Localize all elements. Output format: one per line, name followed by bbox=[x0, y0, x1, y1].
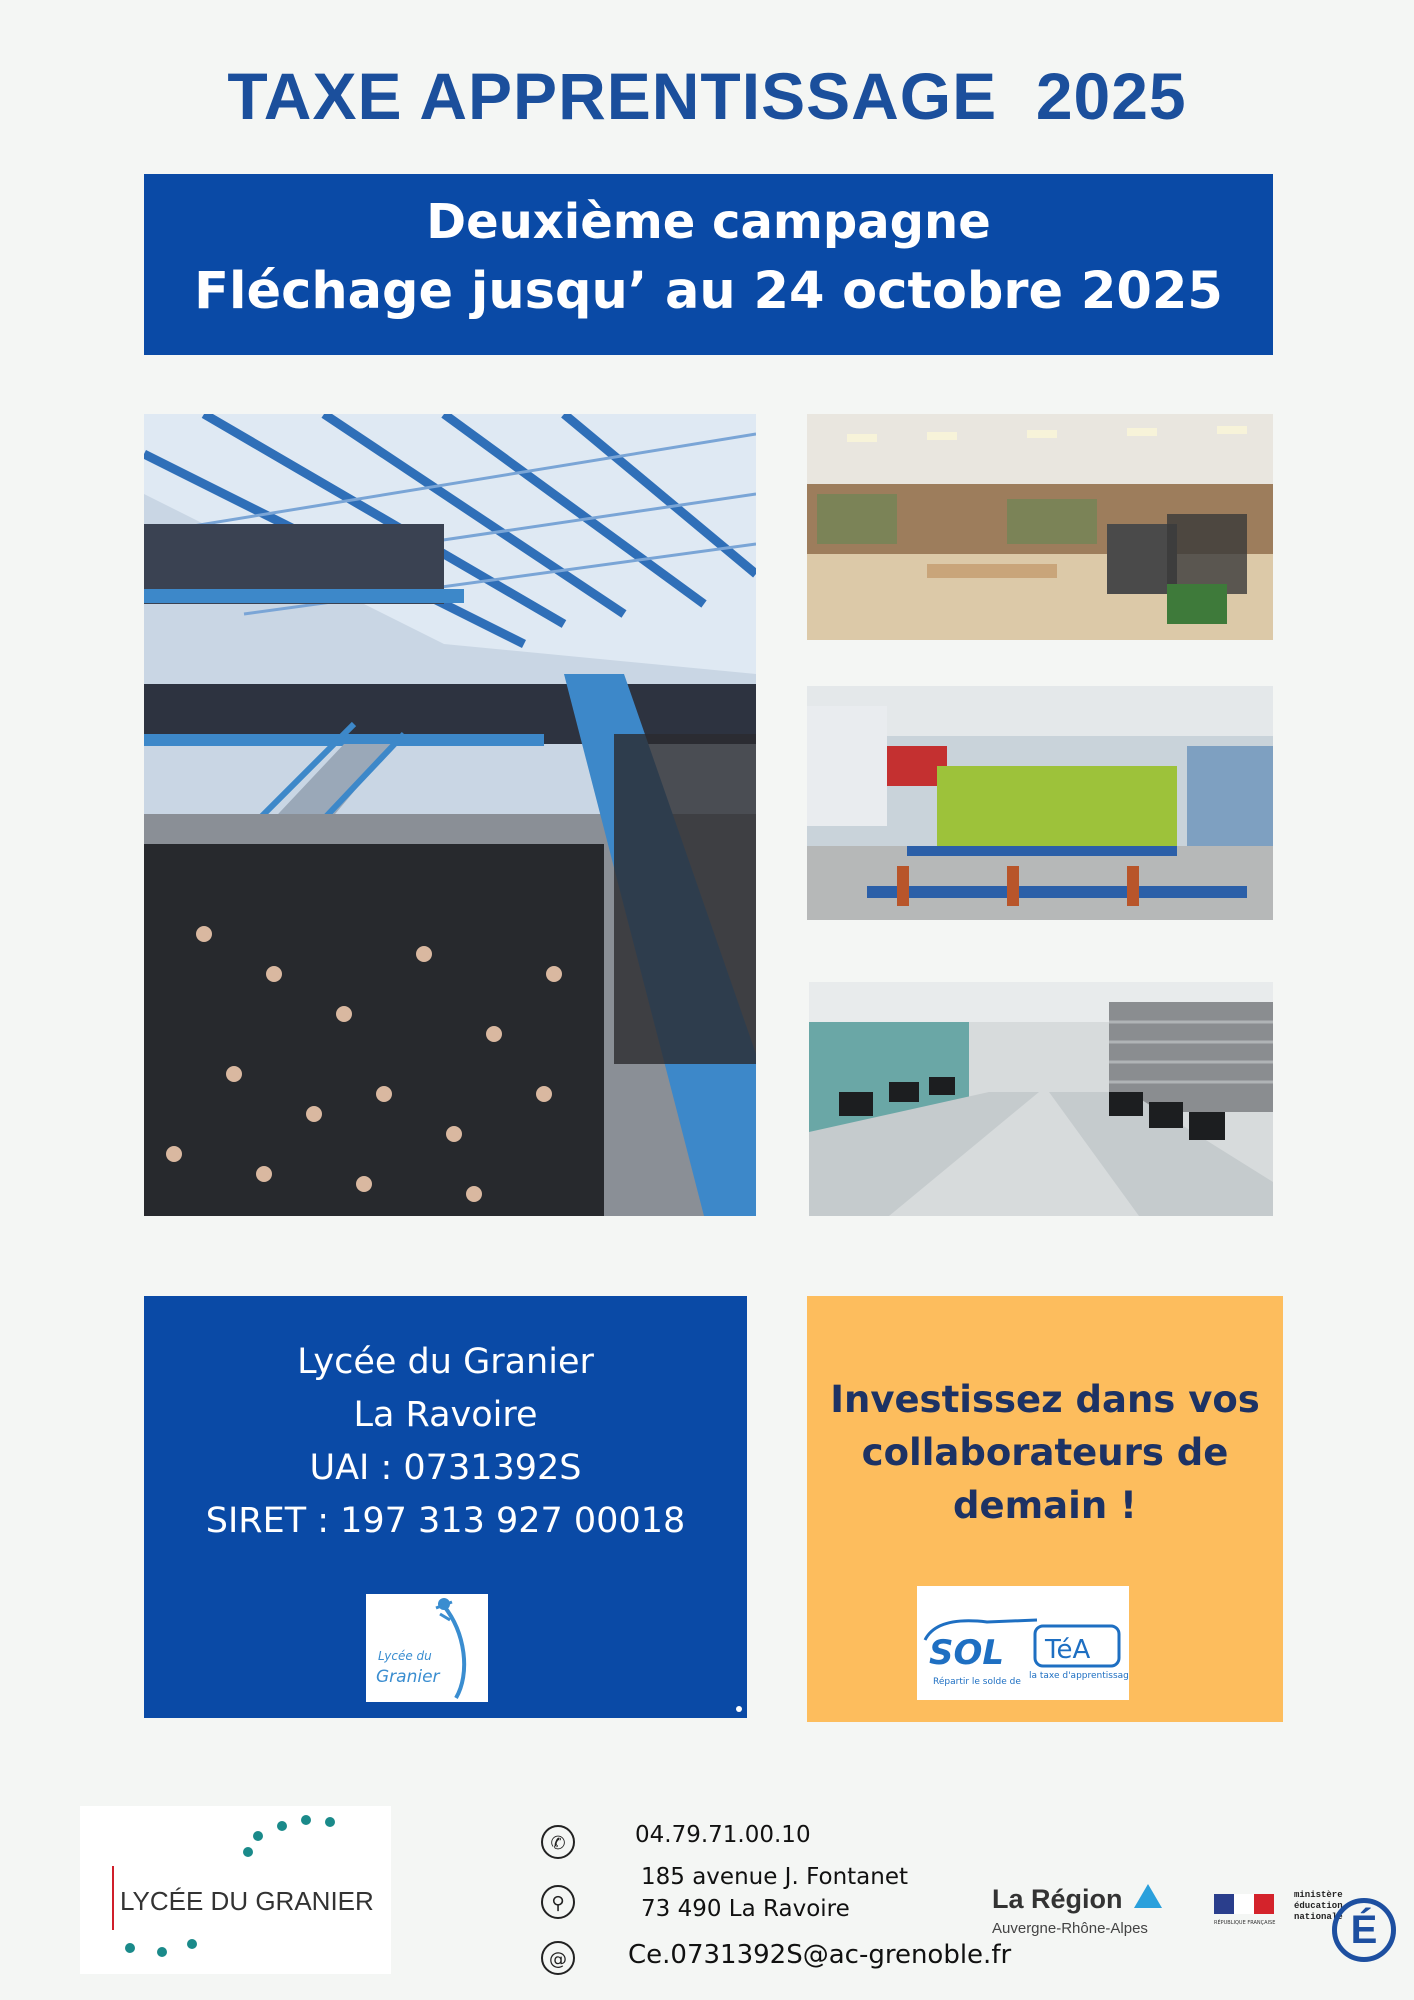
soltea-tea: TéA bbox=[1045, 1635, 1091, 1665]
location-pin-icon: ⚲ bbox=[541, 1885, 575, 1919]
school-siret: SIRET : 197 313 927 00018 bbox=[205, 1501, 686, 1541]
french-flag-icon bbox=[1214, 1894, 1274, 1914]
decor-dot bbox=[736, 1706, 742, 1712]
footer-school-logo bbox=[80, 1806, 391, 1974]
invest-box bbox=[807, 1296, 1283, 1722]
education-e-icon: É bbox=[1332, 1898, 1396, 1962]
school-city: La Ravoire bbox=[353, 1395, 538, 1435]
library-photo bbox=[807, 414, 1273, 640]
granier-logo-text-1: Lycée du bbox=[378, 1649, 432, 1663]
ministry-logo bbox=[1212, 1880, 1402, 1980]
phone-icon: ✆ bbox=[541, 1825, 575, 1859]
campaign-banner bbox=[144, 174, 1273, 355]
footer-address-1: 185 avenue J. Fontanet bbox=[641, 1864, 909, 1890]
school-info-box bbox=[144, 1296, 747, 1718]
banner-line-2: Fléchage jusqu’ au 24 octobre 2025 bbox=[194, 262, 1223, 321]
ministry-text: ministère éducation nationale bbox=[1294, 1890, 1343, 1922]
banner-line-1: Deuxième campagne bbox=[426, 194, 991, 250]
republique-text: RÉPUBLIQUE FRANÇAISE bbox=[1214, 1920, 1276, 1926]
soltea-caption-2: la taxe d'apprentissage bbox=[1029, 1671, 1129, 1681]
email-icon: @ bbox=[541, 1941, 575, 1975]
invest-line-2: collaborateurs de bbox=[861, 1431, 1229, 1474]
footer-address-2: 73 490 La Ravoire bbox=[641, 1896, 850, 1922]
granier-logo-text-2: Granier bbox=[376, 1667, 440, 1687]
region-logo bbox=[992, 1884, 1182, 1944]
atrium-photo bbox=[144, 414, 756, 1216]
granier-logo bbox=[366, 1594, 488, 1702]
school-name: Lycée du Granier bbox=[297, 1342, 594, 1382]
footer-logo-text: LYCÉE DU GRANIER bbox=[120, 1886, 374, 1916]
footer-email[interactable]: Ce.0731392S@ac-grenoble.fr bbox=[628, 1940, 1012, 1970]
region-sub: Auvergne-Rhône-Alpes bbox=[992, 1920, 1148, 1937]
classroom-photo bbox=[807, 686, 1273, 920]
school-uai: UAI : 0731392S bbox=[309, 1448, 582, 1488]
soltea-logo bbox=[917, 1586, 1129, 1700]
soltea-caption-1: Répartir le solde de bbox=[933, 1677, 1021, 1687]
region-name: La Région bbox=[992, 1884, 1123, 1914]
computer-room-photo bbox=[809, 982, 1273, 1216]
footer-phone: 04.79.71.00.10 bbox=[635, 1822, 811, 1848]
invest-line-1: Investissez dans vos bbox=[830, 1378, 1260, 1421]
region-triangle-icon bbox=[1134, 1884, 1162, 1908]
page-title: TAXE APPRENTISSAGE 2025 bbox=[227, 59, 1187, 133]
soltea-sol: SOL bbox=[929, 1633, 1005, 1673]
invest-line-3: demain ! bbox=[953, 1484, 1137, 1527]
